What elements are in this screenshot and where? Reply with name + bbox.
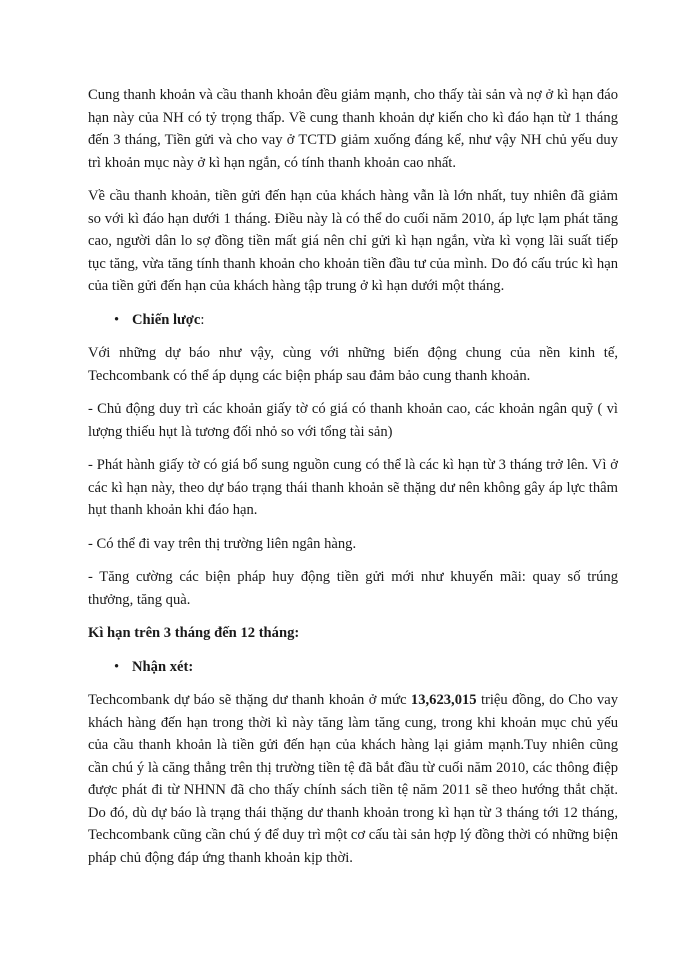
paragraph-strategy-intro: Với những dự báo như vậy, cùng với những biến động chung của nền kinh tế, Techcombank có thể áp dụng các biện pháp sau đảm bảo cung thanh khoản. xyxy=(88,345,618,384)
bullet-remarks xyxy=(88,656,618,679)
strategy-label: Chiến lược xyxy=(132,311,201,328)
paragraph-remarks xyxy=(88,689,618,869)
paragraph-measure-1: - Chủ động duy trì các khoản giấy tờ có giá có thanh khoản cao, các khoản ngân quỹ ( vì lượng thiếu hụt là tương đối nhỏ so với tổng tài sản) xyxy=(88,401,618,440)
paragraph-measure-3: - Có thể đi vay trên thị trường liên ngân hàng. xyxy=(88,535,357,552)
bullet-dot-icon: • xyxy=(114,658,120,675)
section-heading-3-12-months: Kì hạn trên 3 tháng đến 12 tháng: xyxy=(88,625,300,641)
paragraph-liquidity-supply-demand: Cung thanh khoản và cầu thanh khoản đều giảm mạnh, cho thấy tài sản và nợ ở kì hạn đáo hạn này của NH có tỷ trọng thấp. Về cung thanh khoản dự kiến cho kì đáo hạn từ 1 tháng đến 3 tháng, Tiền gửi và cho vay ở TCTD giảm xuống đáng kể, như vậy NH chủ yếu duy trì khoản mục này ở kì hạn ngắn, có tính thanh khoản cao nhất. xyxy=(88,87,618,171)
bullet-strategy xyxy=(88,309,618,332)
paragraph-liquidity-demand: Về cầu thanh khoản, tiền gửi đến hạn của khách hàng vẫn là lớn nhất, tuy nhiên đã giảm so với kì đáo hạn dưới 1 tháng. Điều này là có thể do cuối năm 2010, áp lực lạm phát tăng cao, người dân lo sợ đồng tiền mất giá nên chỉ gửi kì hạn ngắn, vừa kì vọng lãi suất tiếp tục tăng, vừa tăng tính thanh khoản cho khoản tiền đầu tư của mình. Do đó cấu trúc kì hạn của tiền gửi đến hạn của khách hàng tập trung ở kì hạn dưới một tháng. xyxy=(88,188,618,294)
remarks-text-after: triệu đồng, do Cho vay khách hàng đến hạn trong thời kì này tăng làm tăng cung, trong khi khoản mục chủ yếu của cầu thanh khoản là tiền gửi đến hạn của khách hàng lại giảm mạnh.Tuy nhiên cũng cần chú ý là căng thẳng trên thị trường tiền tệ đã bắt đầu từ cuối năm 2010, các thông điệp được phát đi từ NHNN đã cho thấy chính sách tiền tệ năm 2011 sẽ theo hướng thắt chặt. Do đó, dù dự báo là trạng thái thặng dư thanh khoản trong kì hạn từ 3 tháng tới 12 tháng, Techcombank cũng cần chú ý để duy trì một cơ cấu tài sản hợp lý đồng thời có những biện pháp chủ động đáp ứng thanh khoản kịp thời. xyxy=(88,692,618,866)
surplus-amount: 13,623,015 xyxy=(410,692,477,708)
remarks-text-before: Techcombank dự báo sẽ thặng dư thanh khoản ở mức xyxy=(88,692,411,708)
remarks-label: Nhận xét: xyxy=(132,658,194,675)
document-page xyxy=(88,84,618,880)
bullet-dot-icon: • xyxy=(114,311,120,328)
paragraph-measure-4: - Tăng cường các biện pháp huy động tiền gửi mới như khuyến mãi: quay số trúng thưởng, tăng quà. xyxy=(88,569,618,608)
strategy-colon: : xyxy=(200,311,205,328)
paragraph-measure-2: - Phát hành giấy tờ có giá bổ sung nguồn cung có thể là các kì hạn từ 3 tháng trở lên. Vì ở các kì hạn này, theo dự báo trạng thái thanh khoản sẽ thặng dư nên không gây áp lực thâm hụt thanh khoản khi đáo hạn. xyxy=(88,457,618,518)
